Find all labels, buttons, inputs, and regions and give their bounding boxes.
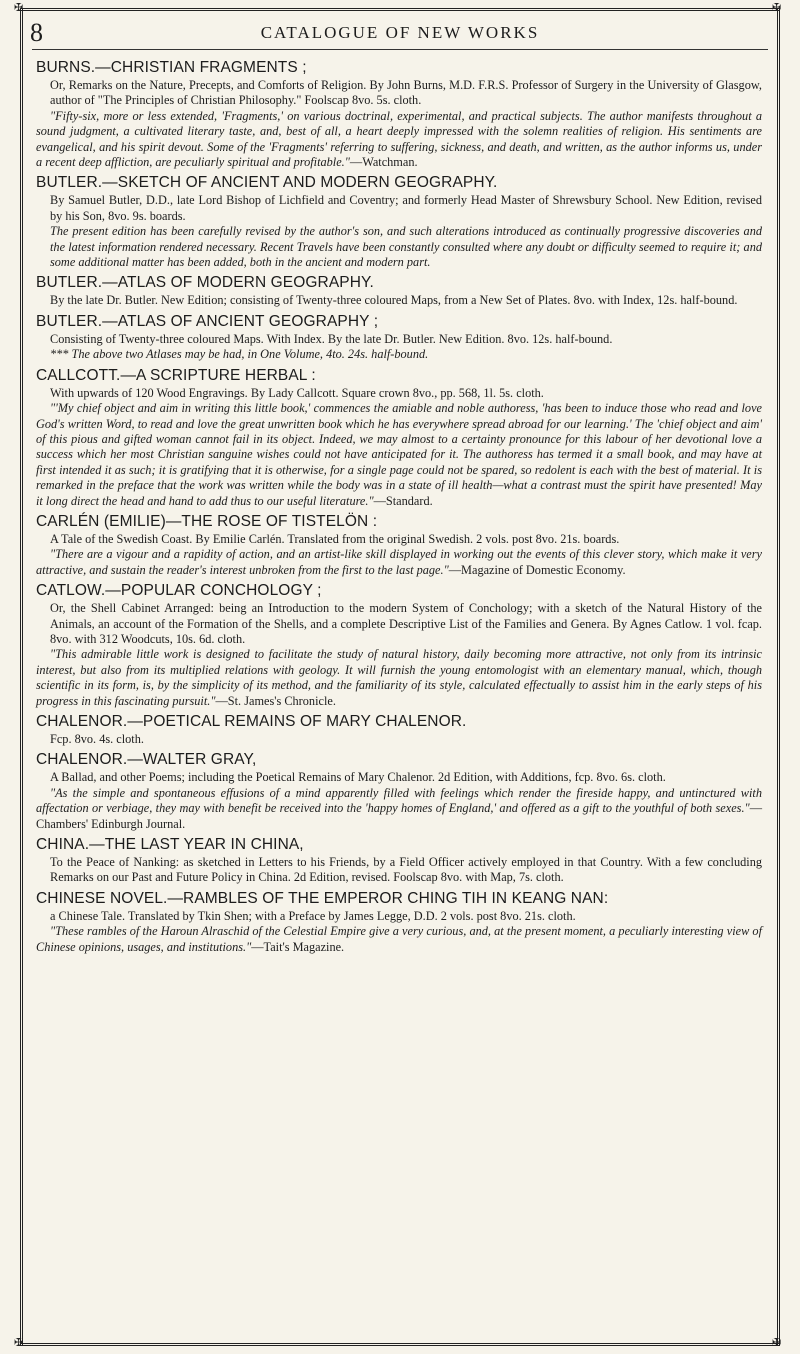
- entry-chalenor-poetical: [36, 712, 762, 747]
- entry-review: [36, 547, 762, 578]
- entry-description: By the late Dr. Butler. New Edition; consisting of Twenty-three coloured Maps, from a New Set of Plates. 8vo. with Index, 12s. half-bound.: [50, 293, 738, 308]
- review-source: —St. James's Chronicle.: [215, 693, 336, 708]
- review-source: —Standard.: [373, 493, 433, 508]
- entry-title: BUTLER.—ATLAS OF MODERN GEOGRAPHY.: [36, 274, 374, 292]
- review-text: "Fifty-six, more or less extended, 'Fragments,' on various doctrinal, experimental, and practical subjects. The author manifests throughout a sound judgment, a cultivated literary taste, and, best of all, a heart deeply impressed with the solemn realities of religion. His sentiments are evangelical, and his spirit devout. Some of the 'Fragments' referring to suffering, sickness, and death, and written, as the author informs us, under a recent deep affliction, are peculiarly spiritual and profitable.": [36, 108, 762, 170]
- entry-review: [36, 924, 762, 955]
- entry-catlow-conchology: [36, 581, 762, 709]
- entry-description: Or, the Shell Cabinet Arranged: being an Introduction to the modern System of Conchology; with a sketch of the Natural History of the Animals, an account of the Formation of the Shells, and a complete Descriptive List of the Families and Genera. By Agnes Catlow. 1 vol. fcap. 8vo. with 312 Woodcuts, 10s. 6d. cloth.: [50, 601, 762, 646]
- border-bottom: [20, 1343, 780, 1346]
- entry-note: *** The above two Atlases may be had, in One Volume, 4to. 24s. half-bound.: [50, 347, 429, 362]
- header-rule: [32, 49, 768, 50]
- entry-review: [36, 786, 762, 832]
- entry-title: CHALENOR.—WALTER GRAY,: [36, 751, 257, 769]
- entry-description: By Samuel Butler, D.D., late Lord Bishop of Lichfield and Coventry; and formerly Head Master of Shrewsbury School. New Edition, revised by his Son, 8vo. 9s. boards.: [50, 193, 762, 223]
- entry-description: Consisting of Twenty-three coloured Maps. With Index. By the late Dr. Butler. New Edition. 8vo. 12s. half-bound.: [50, 331, 613, 346]
- entry-title: CALLCOTT.—A SCRIPTURE HERBAL :: [36, 366, 316, 384]
- entry-chalenor-walter-gray: [36, 750, 762, 832]
- corner-ornament-icon: ✠: [14, 1337, 24, 1349]
- entry-title: BURNS.—CHRISTIAN FRAGMENTS ;: [36, 59, 307, 76]
- entry-title: BUTLER.—SKETCH OF ANCIENT AND MODERN GEOGRAPHY.: [36, 174, 498, 192]
- review-text: "These rambles of the Haroun Alraschid of the Celestial Empire give a very curious, and, at the present moment, a peculiarly interesting view of Chinese opinions, usages, and institutions.": [36, 924, 762, 954]
- border-top: [20, 8, 780, 11]
- review-source: —Magazine of Domestic Economy.: [448, 562, 626, 577]
- entry-title: CARLÉN (EMILIE)—THE ROSE OF TISTELÖN :: [36, 512, 378, 530]
- review-text: "This admirable little work is designed to facilitate the study of natural history, daily becoming more attractive, not only from its intrinsic interest, but also from its multiplied relations with geology. It will furnish the young entomologist with an elementary manual, which, though scientific in its form, is, by the simplicity of its method, and the familiarity of its style, calculated effectually to assist him in the early steps of his progress in this fascinating pursuit.": [36, 647, 762, 708]
- review-text: "'My chief object and aim in writing this little book,' commences the amiable and noble authoress, 'has been to induce those who read and love God's written Word, to read and love the great unwritten book which he has everywhere spread abroad for our learning.' The 'chief object and aim' of this pious and gifted woman cannot fail in its object. Indeed, we may almost to a certainty pronounce for this labour of her devotional love a success which her most Christian sanguine wishes could not have anticipated for it. The authoress has termed it a small book, and may have at first intended it as such; it is gratifying that it is otherwise, for a single page could not be spared, so redolent is each with the best of material. It is remarked in the preface that the work was written while the body was in a state of ill health—what a contrast must the spirit have presented! May it long direct the head and hand to add thus to our useful literature.": [36, 401, 762, 508]
- running-head: CATALOGUE OF NEW WORKS: [260, 23, 540, 42]
- entry-title: BUTLER.—ATLAS OF ANCIENT GEOGRAPHY ;: [36, 312, 379, 330]
- entry-china-last-year: [36, 835, 762, 886]
- entry-review: [36, 109, 762, 171]
- page-number: 8: [30, 18, 43, 47]
- entry-description: A Ballad, and other Poems; including the Poetical Remains of Mary Chalenor. 2d Edition, with Additions, fcp. 8vo. 6s. cloth.: [50, 770, 666, 785]
- entry-description: Fcp. 8vo. 4s. cloth.: [50, 732, 144, 746]
- corner-ornament-icon: ✠: [14, 2, 24, 14]
- catalogue-entries: [36, 58, 762, 958]
- entry-title: CATLOW.—POPULAR CONCHOLOGY ;: [36, 582, 322, 600]
- entry-title: CHINESE NOVEL.—RAMBLES OF THE EMPEROR CHING TIH IN KEANG NAN:: [36, 889, 609, 907]
- entry-butler-sketch: [36, 173, 762, 270]
- review-text: "There are a vigour and a rapidity of action, and an artist-like skill displayed in working out the events of this clever story, which make it very attractive, and sustain the reader's interest unbroken from the first to the last page.": [36, 547, 762, 577]
- corner-ornament-icon: ✠: [772, 1337, 782, 1349]
- entry-review: [36, 401, 762, 509]
- entry-description: a Chinese Tale. Translated by Tkin Shen; with a Preface by James Legge, D.D. 2 vols. post 8vo. 21s. cloth.: [50, 908, 576, 923]
- entry-butler-ancient-atlas: [36, 312, 762, 363]
- border-right: [777, 8, 780, 1346]
- entry-carlen-rose: [36, 512, 762, 578]
- review-source: —Chambers' Edinburgh Journal.: [36, 801, 762, 831]
- entry-title: CHINA.—THE LAST YEAR IN CHINA,: [36, 836, 304, 854]
- entry-note: The present edition has been carefully revised by the author's son, and such alterations introduced as continually progressive discoveries and the latest information rendered necessary. Recent Travels have been constantly consulted where any doubt or difficulty seemed to require it; and some additional matter has been added, both in the ancient and modern part.: [50, 224, 762, 270]
- entry-description: A Tale of the Swedish Coast. By Emilie Carlén. Translated from the original Swedish. 2 vols. post 8vo. 21s. boards.: [50, 531, 620, 546]
- review-source: —Watchman.: [349, 155, 418, 170]
- entry-butler-modern-atlas: [36, 273, 762, 308]
- entry-burns-fragments: [36, 58, 762, 170]
- entry-description: With upwards of 120 Wood Engravings. By Lady Callcott. Square crown 8vo., pp. 568, 1l. 5s. cloth.: [50, 385, 544, 400]
- entry-callcott-herbal: [36, 366, 762, 509]
- review-source: —Tait's Magazine.: [251, 939, 345, 954]
- entry-description: To the Peace of Nanking: as sketched in Letters to his Friends, by a Field Officer actively employed in that Country. With a few concluding Remarks on our Past and Future Policy in China. 2d Edition, revised. Foolscap 8vo. with Map, 7s. cloth.: [50, 855, 762, 885]
- entry-title: CHALENOR.—POETICAL REMAINS OF MARY CHALENOR.: [36, 713, 467, 730]
- review-text: "As the simple and spontaneous effusions of a mind apparently filled with feelings which render the fireside happy, and untinctured with affectation or verbiage, they may with benefit be received into the 'happy homes of England,' and offered as a gift to the youthful of both sexes.": [36, 785, 762, 816]
- corner-ornament-icon: ✠: [772, 2, 782, 14]
- entry-description: Or, Remarks on the Nature, Precepts, and Comforts of Religion. By John Burns, M.D. F.R.S. Professor of Surgery in the University of Glasgow, author of "The Principles of Christian Philosophy." Foolscap 8vo. 5s. cloth.: [50, 78, 762, 108]
- entry-chinese-novel: [36, 889, 762, 955]
- entry-review: [36, 647, 762, 709]
- border-left: [20, 8, 23, 1346]
